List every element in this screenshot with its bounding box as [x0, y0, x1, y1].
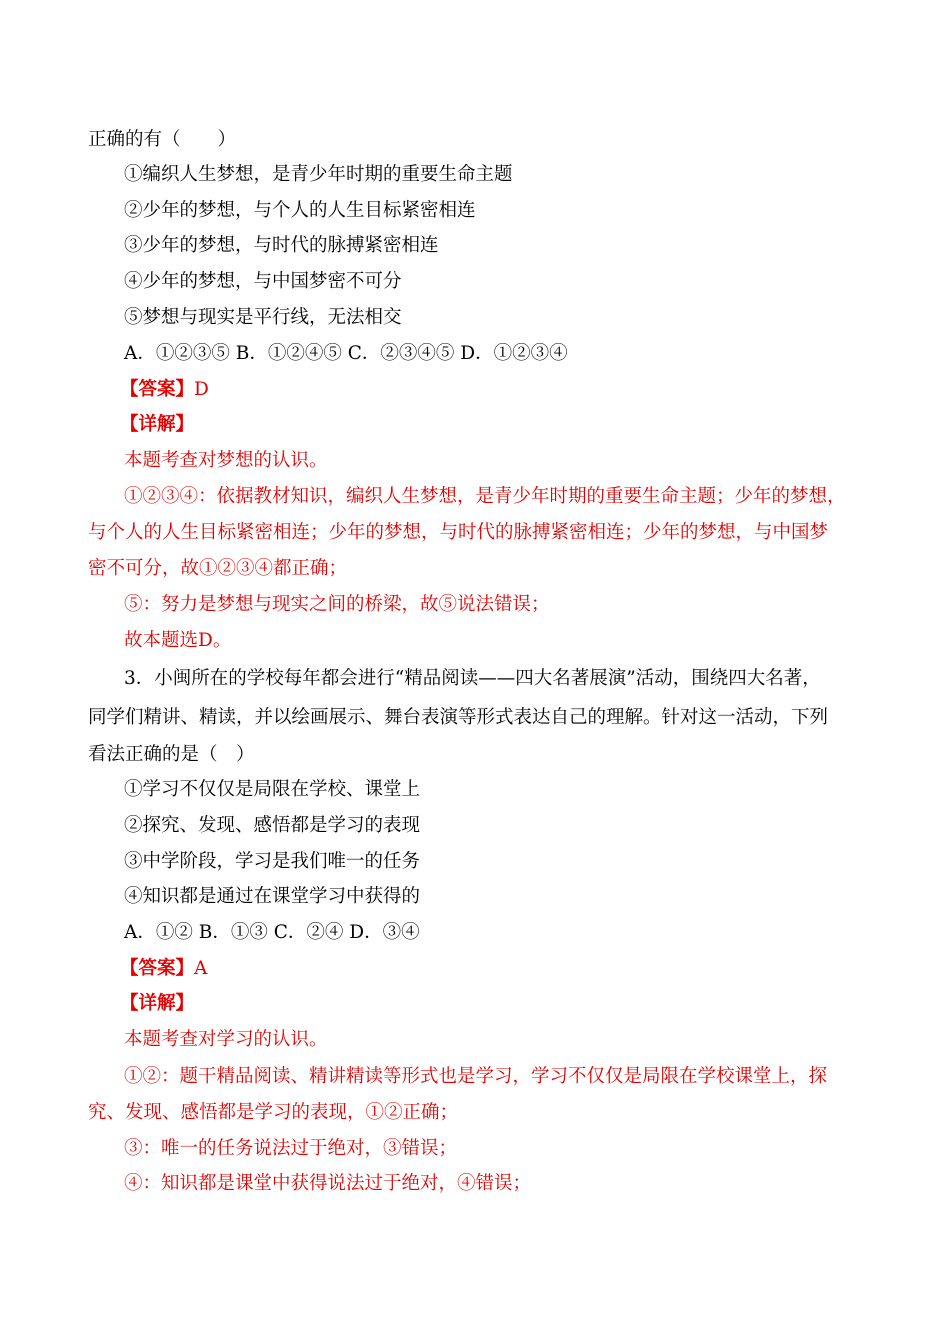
- q3-option-4: ④知识都是通过在课堂学习中获得的: [124, 886, 421, 907]
- q2-option-5: ⑤梦想与现实是平行线，无法相交: [124, 307, 402, 328]
- q3-explain-tag: 【详解】: [120, 993, 195, 1014]
- q3-explain-intro: 本题考查对学习的认识。: [124, 1029, 328, 1050]
- q2-option-2: ②少年的梦想，与个人的人生目标紧密相连: [124, 200, 476, 221]
- q2-answer-value: D: [194, 379, 209, 400]
- q3-answer: [120, 957, 207, 981]
- q2-answer: [120, 378, 209, 402]
- q3-option-1: ①学习不仅仅是局限在学校、课堂上: [124, 779, 421, 800]
- q3-stem-line-1: 3．小闽所在的学校每年都会进行“精品阅读——四大名著展演”活动，围绕四大名著，: [124, 668, 821, 689]
- q3-answer-tag: 【答案】: [120, 958, 195, 979]
- q2-answer-tag: 【答案】: [120, 379, 195, 400]
- q3-option-3: ③中学阶段，学习是我们唯一的任务: [124, 851, 421, 872]
- q3-choices: A．①② B．①③ C．②④ D．③④: [124, 922, 420, 943]
- q3-explain-line-4: ④：知识都是课堂中获得说法过于绝对，④错误；: [124, 1173, 532, 1194]
- q2-choices: A．①②③⑤ B．①②④⑤ C．②③④⑤ D．①②③④: [124, 343, 568, 364]
- q2-option-1: ①编织人生梦想，是青少年时期的重要生命主题: [124, 164, 513, 185]
- q2-explain-line-5: 故本题选D。: [124, 630, 232, 651]
- q3-answer-value: A: [194, 958, 208, 979]
- q2-option-4: ④少年的梦想，与中国梦密不可分: [124, 271, 402, 292]
- q2-stem-tail: 正确的有（ ）: [88, 129, 237, 150]
- q2-explain-line-1: ①②③④：依据教材知识，编织人生梦想，是青少年时期的重要生命主题；少年的梦想，: [124, 486, 846, 507]
- q3-explain-line-2: 究、发现、感悟都是学习的表现，①②正确；: [88, 1102, 459, 1123]
- q2-explain-line-4: ⑤：努力是梦想与现实之间的桥梁，故⑤说法错误；: [124, 594, 550, 615]
- q3-explain-line-3: ③：唯一的任务说法过于绝对，③错误；: [124, 1138, 458, 1159]
- q2-explain-tag: 【详解】: [120, 414, 195, 435]
- q2-explain-line-2: 与个人的人生目标紧密相连；少年的梦想，与时代的脉搏紧密相连；少年的梦想，与中国梦: [88, 522, 829, 543]
- q3-stem-line-2: 同学们精讲、精读，并以绘画展示、舞台表演等形式表达自己的理解。针对这一活动，下列: [88, 707, 829, 728]
- q2-explain-intro: 本题考查对梦想的认识。: [124, 450, 328, 471]
- q3-explain-line-1: ①②：题干精品阅读、精讲精读等形式也是学习，学习不仅仅是局限在学校课堂上，探: [124, 1066, 828, 1087]
- q2-explain-line-3: 密不可分，故①②③④都正确；: [88, 558, 348, 579]
- q3-stem-line-3: 看法正确的是（ ）: [88, 744, 255, 765]
- q2-option-3: ③少年的梦想，与时代的脉搏紧密相连: [124, 235, 439, 256]
- q3-option-2: ②探究、发现、感悟都是学习的表现: [124, 815, 421, 836]
